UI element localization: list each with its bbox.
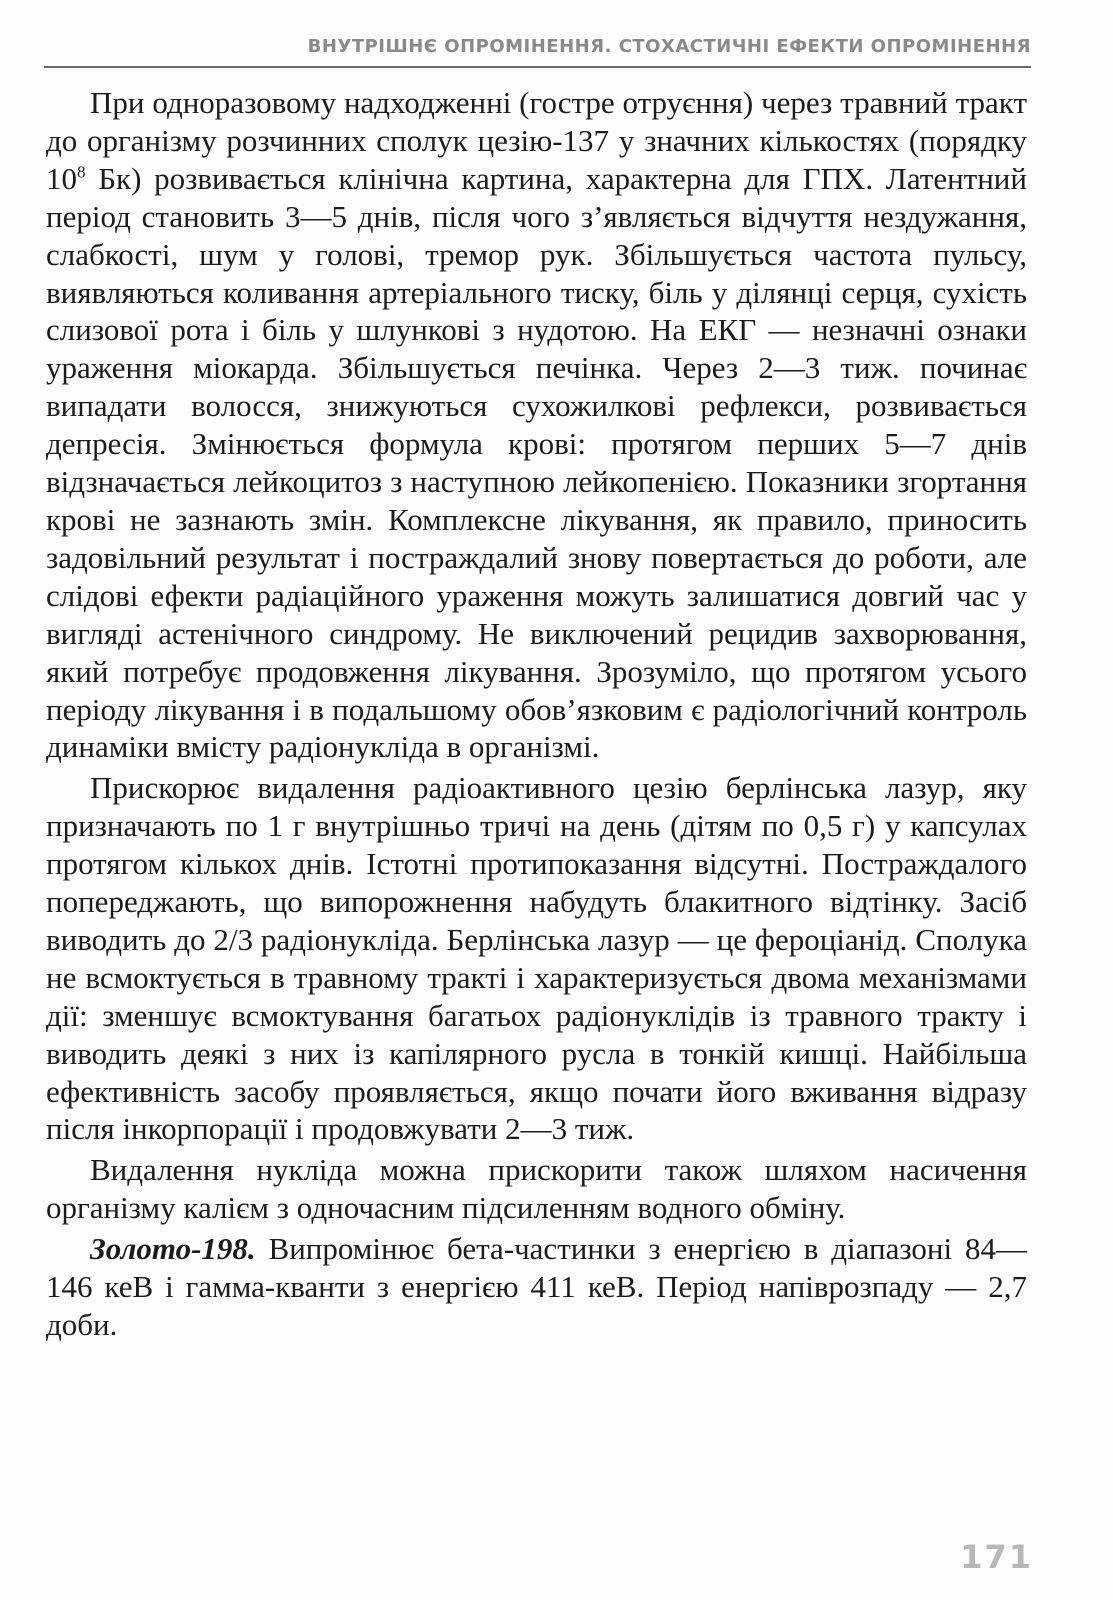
running-header: ВНУТРІШНЄ ОПРОМІНЕННЯ. СТОХАСТИЧНІ ЕФЕКТИ ОПРОМІНЕННЯ xyxy=(307,36,1031,57)
header-rule xyxy=(44,66,1031,68)
paragraph-potassium: Видалення нукліда можна прискорити також шляхом насичення організму калієм з одночасним підсиленням водного обміну. xyxy=(46,1152,1027,1226)
exponent: 8 xyxy=(77,162,86,182)
paragraph-gold-198 xyxy=(46,1230,1027,1344)
paragraph-text: Випромінює бета-частинки з енергією в діапазоні 84—146 кеВ і гамма-кванти з енергією 411 кеВ. Період напіврозпаду — 2,7 доби. xyxy=(46,1231,1027,1342)
page-number: 171 xyxy=(960,1538,1033,1576)
paragraph-text: Бк) розвивається клінічна картина, характерна для ГПХ. Латентний період становить 3—5 днів, після чого з’являється відчуття нездужання, слабкості, шум у голові, тремор рук. Збільшується частота пульсу, виявляються коливання артеріального тиску, біль у ділянці серця, сухість слизової рота і біль у шлункові з нудотою. На ЕКГ — незначні ознаки ураження міокарда. Збільшується печінка. Через 2—3 тиж. починає випадати волосся, знижуються сухожилкові рефлекси, розвивається депресія. Змінюється формула крові: протягом перших 5—7 днів відзначається лейкоцитоз з наступною лейкопенією. Показники згортання крові не зазнають змін. Комплексне лікування, як правило, приносить задовільний результат і постраждалий знову повертається до роботи, але слідові ефекти радіаційного ураження можуть залишатися довгий час у вигляді астенічного синдрому. Не виключений рецидив захворювання, який потребує продовження лікування. Зрозуміло, що протягом усього періоду лікування і в подальшому обов’язковим є радіологічний контроль динаміки вмісту радіонукліда в організмі. xyxy=(46,160,1027,765)
paragraph-prussian-blue: Прискорює видалення радіоактивного цезію берлінська лазур, яку призначають по 1 г внутрішньо тричі на день (дітям по 0,5 г) у капсулах протягом кількох днів. Істотні протипоказання відсутні. Постраждалого попереджають, що випорожнення набудуть блакитного відтінку. Засіб виводить до 2/3 радіонукліда. Берлінська лазур — це фероціанід. Сполука не всмоктується в травному тракті і характеризується двома механізмами дії: зменшує всмоктування багатьох радіонуклідів із травного тракту і виводить деякі з них із капілярного русла в тонкій кишці. Найбільша ефективність засобу проявляється, якщо почати його вживання відразу після інкорпорації і продовжувати 2—3 тиж. xyxy=(46,770,1027,1147)
term-heading: Золото-198. xyxy=(90,1231,256,1267)
body-text xyxy=(46,84,1027,1344)
paragraph-text: При одноразовому надходженні (гостре отруєння) через травний тракт до організму розчинних сполук цезію-137 у значних кількостях (порядку 10 xyxy=(46,85,1027,196)
paragraph-caesium-poisoning xyxy=(46,84,1027,766)
